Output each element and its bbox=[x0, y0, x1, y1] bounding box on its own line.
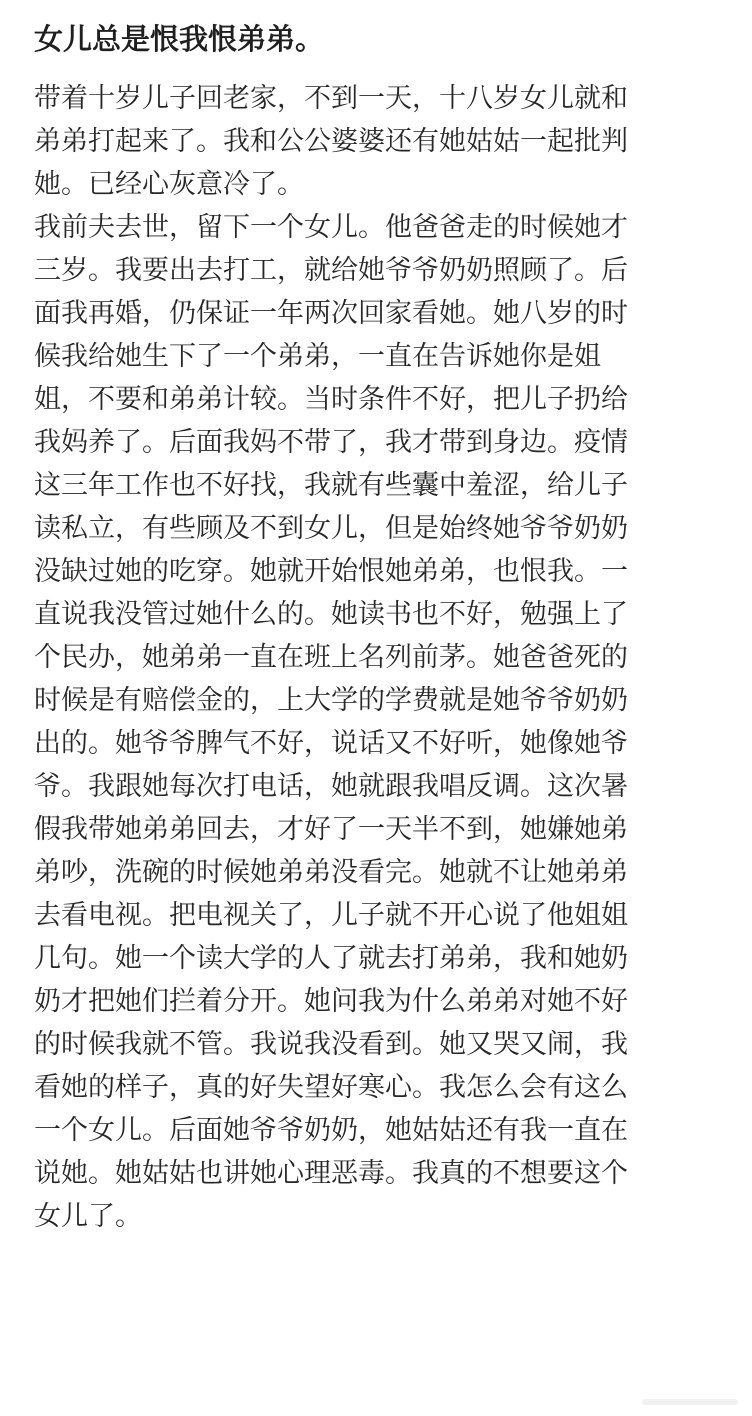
post-text-line: 看她的样子，真的好失望好寒心。我怎么会有这么 bbox=[34, 1072, 628, 1103]
post-text-line: 直说我没管过她什么的。她读书也不好，勉强上了 bbox=[34, 599, 628, 630]
post-text-line: 几句。她一个读大学的人了就去打弟弟，我和她奶 bbox=[34, 943, 628, 974]
post-text-line: 说她。她姑姑也讲她心理恶毒。我真的不想要这个 bbox=[34, 1158, 628, 1189]
post-text-line: 一个女儿。后面她爷爷奶奶，她姑姑还有我一直在 bbox=[34, 1115, 628, 1146]
post-text-line: 候我给她生下了一个弟弟，一直在告诉她你是姐 bbox=[34, 341, 601, 372]
post-text-line: 姐，不要和弟弟计较。当时条件不好，把儿子扔给 bbox=[34, 384, 628, 415]
post-text-line: 出的。她爷爷脾气不好，说话又不好听，她像她爷 bbox=[34, 728, 628, 759]
post-text-line: 个民办，她弟弟一直在班上名列前茅。她爸爸死的 bbox=[34, 642, 628, 673]
post-text-line: 没缺过她的吃穿。她就开始恨她弟弟，也恨我。一 bbox=[34, 556, 628, 587]
post-text-line: 弟弟打起来了。我和公公婆婆还有她姑姑一起批判 bbox=[34, 126, 628, 157]
post-text-line: 带着十岁儿子回老家，不到一天，十八岁女儿就和 bbox=[34, 83, 628, 114]
post-text-line: 爷。我跟她每次打电话，她就跟我唱反调。这次暑 bbox=[34, 771, 628, 802]
post-text-line: 假我带她弟弟回去，才好了一天半不到，她嫌她弟 bbox=[34, 814, 628, 845]
post-text-line: 读私立，有些顾及不到女儿，但是始终她爷爷奶奶 bbox=[34, 513, 628, 544]
post-text-line: 这三年工作也不好找，我就有些囊中羞涩，给儿子 bbox=[34, 470, 628, 501]
post-text-line: 我妈养了。后面我妈不带了，我才带到身边。疫情 bbox=[34, 427, 628, 458]
post-text-line: 面我再婚，仍保证一年两次回家看她。她八岁的时 bbox=[34, 298, 628, 329]
faint-watermark bbox=[642, 1396, 738, 1408]
post-text-line: 时候是有赔偿金的，上大学的学费就是她爷爷奶奶 bbox=[34, 685, 628, 716]
post-text-line: 弟吵，洗碗的时候她弟弟没看完。她就不让她弟弟 bbox=[34, 857, 628, 888]
post-text-line: 她。已经心灰意冷了。 bbox=[34, 169, 304, 200]
post-text-line: 奶才把她们拦着分开。她问我为什么弟弟对她不好 bbox=[34, 986, 628, 1017]
post-body bbox=[34, 77, 734, 1238]
post-title: 女儿总是恨我恨弟弟。 bbox=[34, 22, 325, 56]
post-text-line: 女儿了。 bbox=[34, 1201, 142, 1232]
post-text-line: 去看电视。把电视关了，儿子就不开心说了他姐姐 bbox=[34, 900, 628, 931]
post-text-line: 三岁。我要出去打工，就给她爷爷奶奶照顾了。后 bbox=[34, 255, 628, 286]
post-text-line: 的时候我就不管。我说我没看到。她又哭又闹，我 bbox=[34, 1029, 628, 1060]
post-text-line: 我前夫去世，留下一个女儿。他爸爸走的时候她才 bbox=[34, 212, 628, 243]
